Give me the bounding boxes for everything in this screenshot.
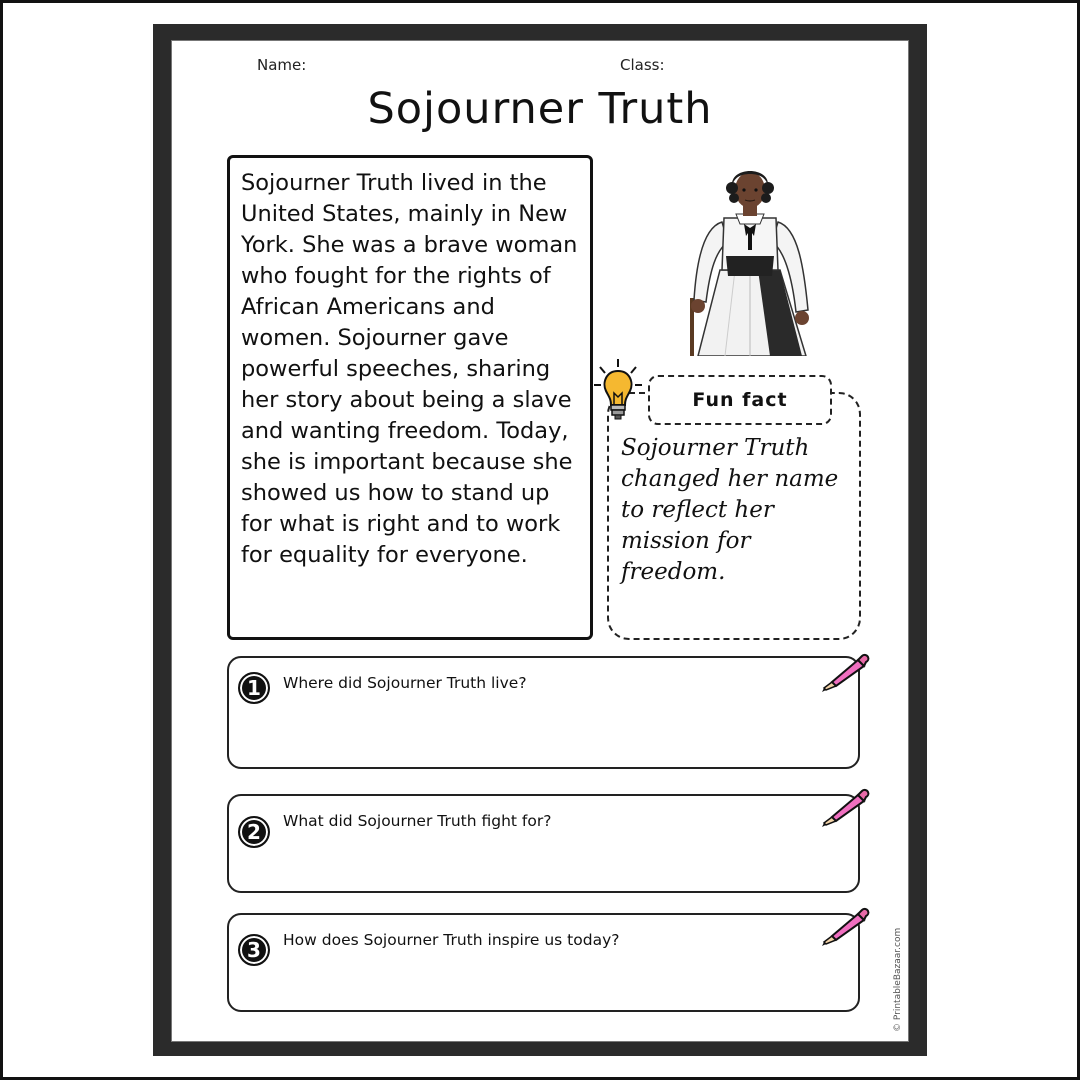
story-text: Sojourner Truth lived in the United States, mainly in New York. She was a brave woman who fought for the rights of African Americans and women. Sojourner gave powerful speeches, sharing her story about being a slave and wanting freedom. Today, she is important because she showed us how to stand up for what is right and to work for equality for everyone. [241,170,578,568]
question-2-number: 2 [238,816,270,848]
class-label: Class: [620,56,665,74]
woman-portrait-illustration [680,158,820,356]
question-2-text: What did Sojourner Truth fight for? [283,812,552,830]
story-box [227,155,593,640]
fun-fact-text: Sojourner Truth changed her name to reflect her mission for freedom. [621,435,839,585]
question-3-text: How does Sojourner Truth inspire us today? [283,931,620,949]
question-1-number: 1 [238,672,270,704]
question-3-answer-box[interactable] [227,913,860,1012]
pencil-icon [818,650,870,694]
page-title: Sojourner Truth [367,84,713,134]
question-3-number: 3 [238,934,270,966]
fun-fact-heading: Fun fact [648,375,832,425]
pencil-icon [818,904,870,948]
copyright-credit: © PrintableBazaar.com [893,927,903,1032]
question-1-answer-box[interactable] [227,656,860,769]
name-label: Name: [257,56,307,74]
pencil-icon [818,785,870,829]
question-2-answer-box[interactable] [227,794,860,893]
question-1-text: Where did Sojourner Truth live? [283,674,527,692]
lightbulb-icon [592,357,644,423]
